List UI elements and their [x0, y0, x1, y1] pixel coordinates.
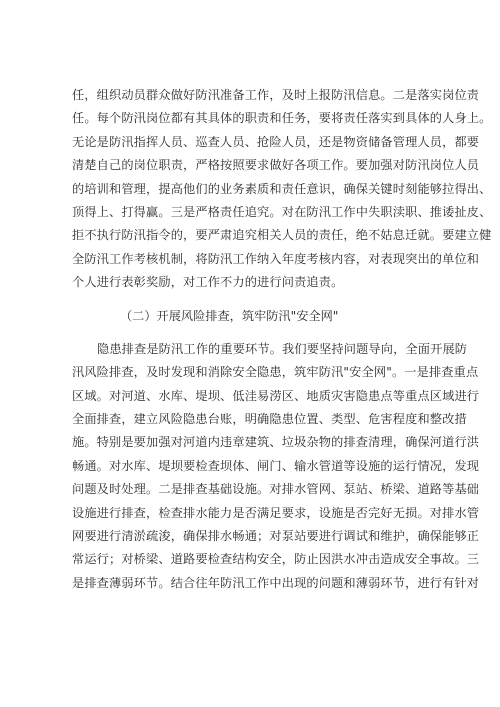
text-line: 无论是防汛指挥人员、巡查人员、抢险人员，还是物资储备管理人员，都要: [72, 134, 480, 149]
paragraph-responsibility: [72, 84, 492, 295]
text-line: 个人进行表彰奖励，对工作不力的进行问责追责。: [72, 275, 344, 290]
text-line: 全防汛工作考核机制，将防汛工作纳入年度考核内容，对表现突出的单位和: [72, 251, 480, 266]
text-line: 施。特别是要加强对河道内违章建筑、垃圾杂物的排查清理，确保河道行洪: [72, 435, 480, 450]
text-line: 区域。对河道、水库、堤坝、低洼易涝区、地质灾害隐患点等重点区域进行: [72, 388, 480, 403]
text-line: 任，组织动员群众做好防汛准备工作，及时上报防汛信息。二是落实岗位责: [72, 88, 480, 102]
text-line: 拒不执行防汛指令的，要严肃追究相关人员的责任，绝不姑息迁就。要建立健: [72, 228, 492, 243]
section-heading: （二）开展风险排查，筑牢防汛"安全网": [120, 308, 339, 323]
text-line: 常运行；对桥梁、道路要检查结构安全，防止因洪水冲击造成安全事故。三: [72, 552, 480, 567]
text-line: 顶得上、打得赢。三是严格责任追究。对在防汛工作中失职渎职、推诿扯皮、: [72, 204, 492, 219]
text-line: 清楚自己的岗位职责，严格按照要求做好各项工作。要加强对防汛岗位人员: [72, 158, 480, 173]
text-line: 任。每个防汛岗位都有其具体的职责和任务，要将责任落实到具体的人身上。: [72, 111, 492, 126]
text-line: 是排查薄弱环节。结合往年防汛工作中出现的问题和薄弱环节，进行有针对: [72, 575, 480, 590]
text-line: 设施进行排查，检查排水能力是否满足要求，设施是否完好无损。对排水管: [72, 505, 480, 520]
document-body: [72, 84, 492, 595]
text-line: 隐患排查是防汛工作的重要环节。我们要坚持问题导向，全面开展防: [97, 341, 468, 356]
text-line: 全面排查，建立风险隐患台账，明确隐患位置、类型、危害程度和整改措: [72, 412, 467, 427]
text-line: 的培训和管理，提高他们的业务素质和责任意识，确保关键时刻能够拉得出、: [72, 181, 492, 196]
text-line: 问题及时处理。二是排查基础设施。对排水管网、泵站、桥梁、道路等基础: [72, 482, 480, 497]
text-line: 汛风险排查，及时发现和消除安全隐患，筑牢防汛"安全网"。一是排查重点: [72, 365, 479, 380]
paragraph-risk-inspection: [72, 338, 480, 595]
text-line: 网要进行清淤疏浚，确保排水畅通；对泵站要进行调试和维护，确保能够正: [72, 529, 480, 544]
text-line: 畅通。对水库、堤坝要检查坝体、闸门、输水管道等设施的运行情况，发现: [72, 458, 480, 473]
